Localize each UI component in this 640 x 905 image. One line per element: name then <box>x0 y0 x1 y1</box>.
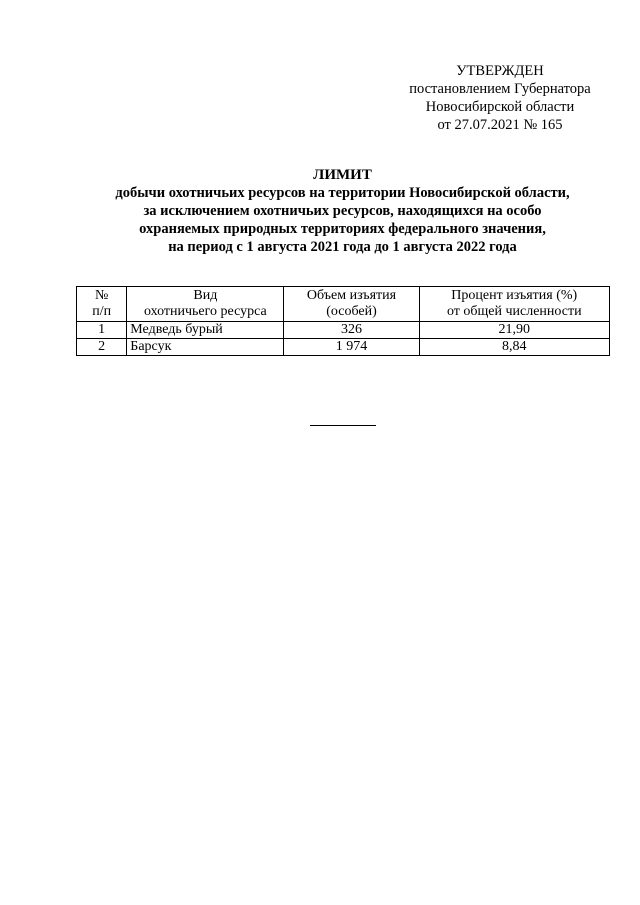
header-number-line-1: № <box>94 288 109 303</box>
row-resource-kind: Медведь бурый <box>127 322 284 339</box>
document-title <box>60 166 625 256</box>
row-volume: 1 974 <box>284 339 419 356</box>
document-subtitle-line-3: охраняемых природных территориях федерального значения, <box>139 221 546 237</box>
end-divider-line <box>310 425 376 426</box>
row-number: 1 <box>77 322 127 339</box>
limit-table <box>76 286 610 356</box>
header-volume-line-2: (особей) <box>326 304 377 319</box>
document-subtitle-line-4: на период с 1 августа 2021 года до 1 августа 2022 года <box>168 239 517 255</box>
approval-authority: постановлением Губернатора <box>409 81 591 97</box>
approval-stamp <box>385 62 615 134</box>
header-kind-line-1: Вид <box>193 288 218 303</box>
approval-date-number: от 27.07.2021 № 165 <box>437 117 563 133</box>
row-number: 2 <box>77 339 127 356</box>
row-resource-kind: Барсук <box>127 339 284 356</box>
document-subtitle-line-2: за исключением охотничьих ресурсов, находящихся на особо <box>143 203 542 219</box>
header-percent-line-2: от общей численности <box>446 304 582 319</box>
approval-title: УТВЕРЖДЕН <box>456 63 544 79</box>
header-volume <box>284 287 419 322</box>
row-percent: 21,90 <box>419 322 609 339</box>
header-volume-line-1: Объем изъятия <box>306 288 397 303</box>
document-heading: ЛИМИТ <box>313 167 372 183</box>
approval-region: Новосибирской области <box>425 99 575 115</box>
table-header-row <box>77 287 610 322</box>
table-row <box>77 322 610 339</box>
header-percent <box>419 287 609 322</box>
header-number <box>77 287 127 322</box>
header-kind-line-2: охотничьего ресурса <box>143 304 267 319</box>
header-number-line-2: п/п <box>92 304 112 319</box>
row-percent: 8,84 <box>419 339 609 356</box>
row-volume: 326 <box>284 322 419 339</box>
document-subtitle-line-1: добычи охотничьих ресурсов на территории Новосибирской области, <box>115 185 570 201</box>
header-percent-line-1: Процент изъятия (%) <box>451 288 578 303</box>
header-resource-kind <box>127 287 284 322</box>
table-row <box>77 339 610 356</box>
